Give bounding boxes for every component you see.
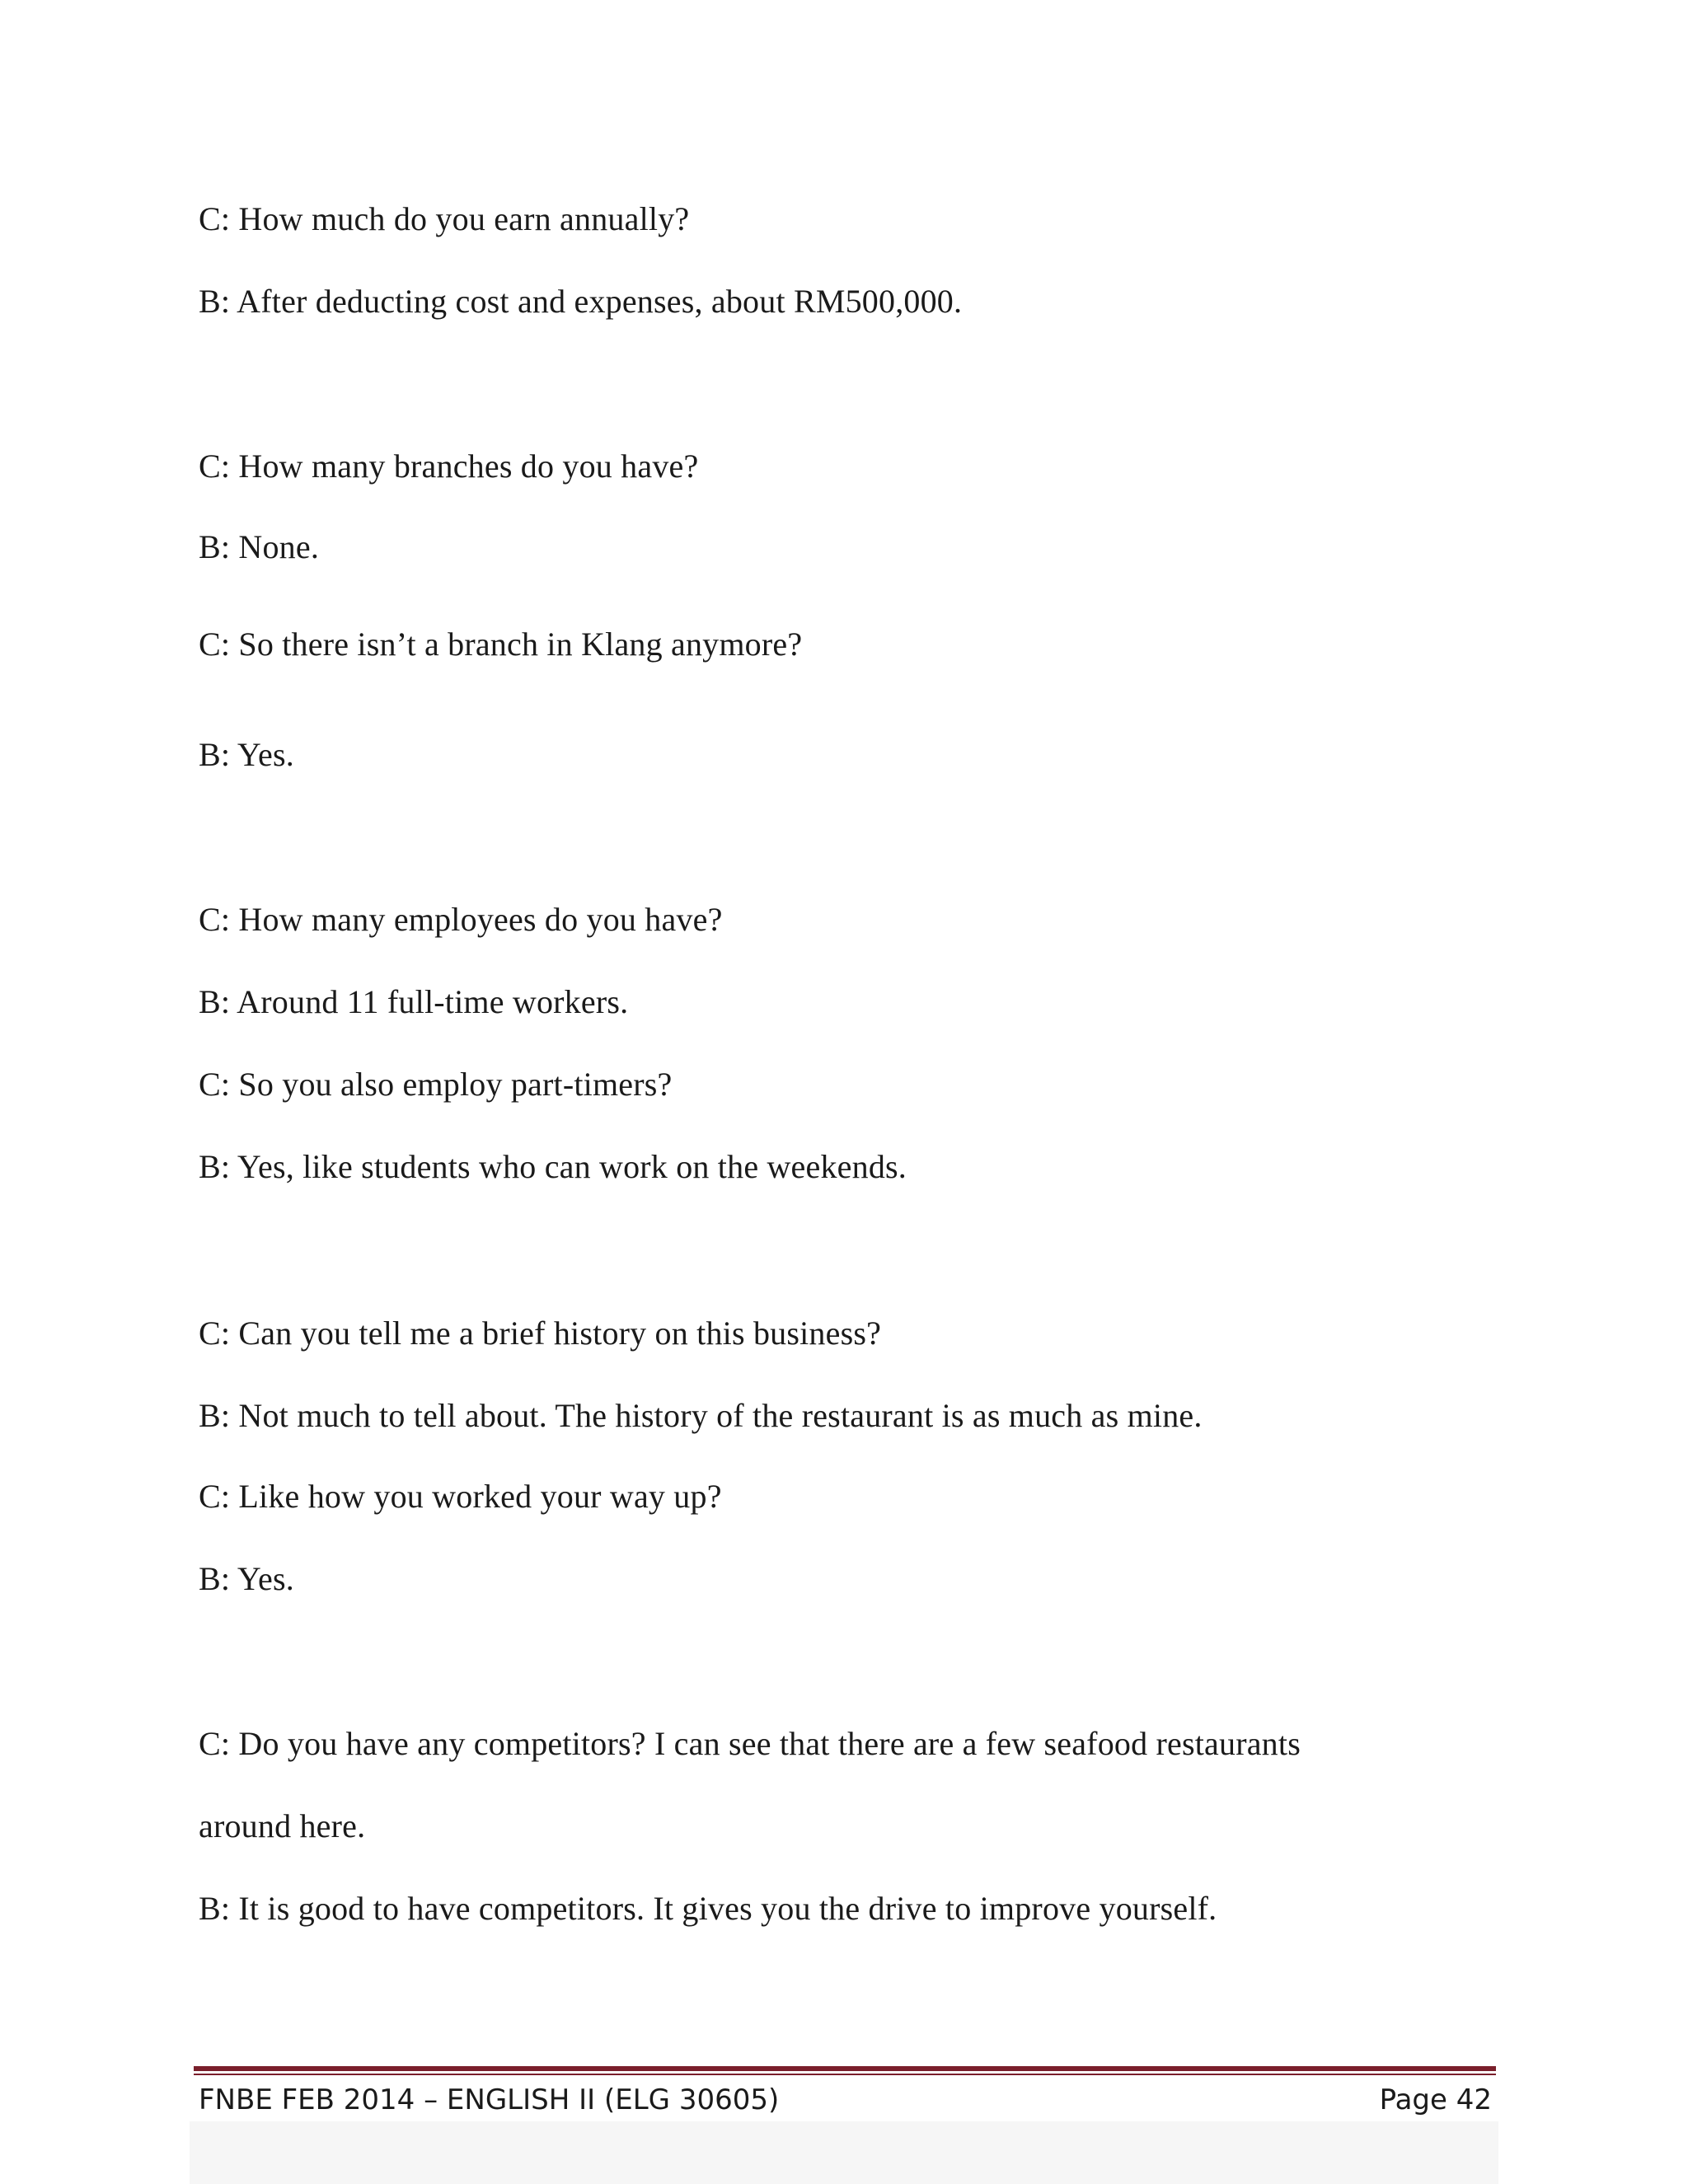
- dialogue-line: C: How much do you earn annually?: [199, 200, 690, 237]
- footer-course-label: FNBE FEB 2014 – ENGLISH II (ELG 30605): [199, 2083, 780, 2116]
- footer-divider-thick: [194, 2066, 1496, 2071]
- dialogue-line: B: Not much to tell about. The history of the restaurant is as much as mine.: [199, 1397, 1203, 1434]
- dialogue-line: B: After deducting cost and expenses, about RM500,000.: [199, 283, 963, 320]
- dialogue-line: C: Can you tell me a brief history on this business?: [199, 1315, 882, 1352]
- dialogue-line: B: Around 11 full-time workers.: [199, 983, 629, 1020]
- page-number: Page 42: [1379, 2083, 1492, 2116]
- dialogue-line: B: None.: [199, 528, 320, 565]
- dialogue-line: C: So you also employ part-timers?: [199, 1066, 673, 1103]
- dialogue-line: C: So there isn’t a branch in Klang anymore?: [199, 626, 803, 663]
- footer-divider-thin: [194, 2074, 1496, 2075]
- dialogue-line: B: Yes, like students who can work on the weekends.: [199, 1148, 907, 1185]
- dialogue-line: B: Yes.: [199, 736, 294, 773]
- dialogue-line: around here.: [199, 1807, 366, 1844]
- dialogue-line: B: It is good to have competitors. It gives you the drive to improve yourself.: [199, 1890, 1217, 1927]
- dialogue-line: C: How many employees do you have?: [199, 901, 723, 938]
- footer-band: [190, 2121, 1498, 2184]
- dialogue-line: B: Yes.: [199, 1560, 294, 1597]
- dialogue-line: C: Like how you worked your way up?: [199, 1478, 722, 1515]
- dialogue-line: C: Do you have any competitors? I can see that there are a few seafood restaurants: [199, 1725, 1301, 1762]
- dialogue-line: C: How many branches do you have?: [199, 448, 699, 485]
